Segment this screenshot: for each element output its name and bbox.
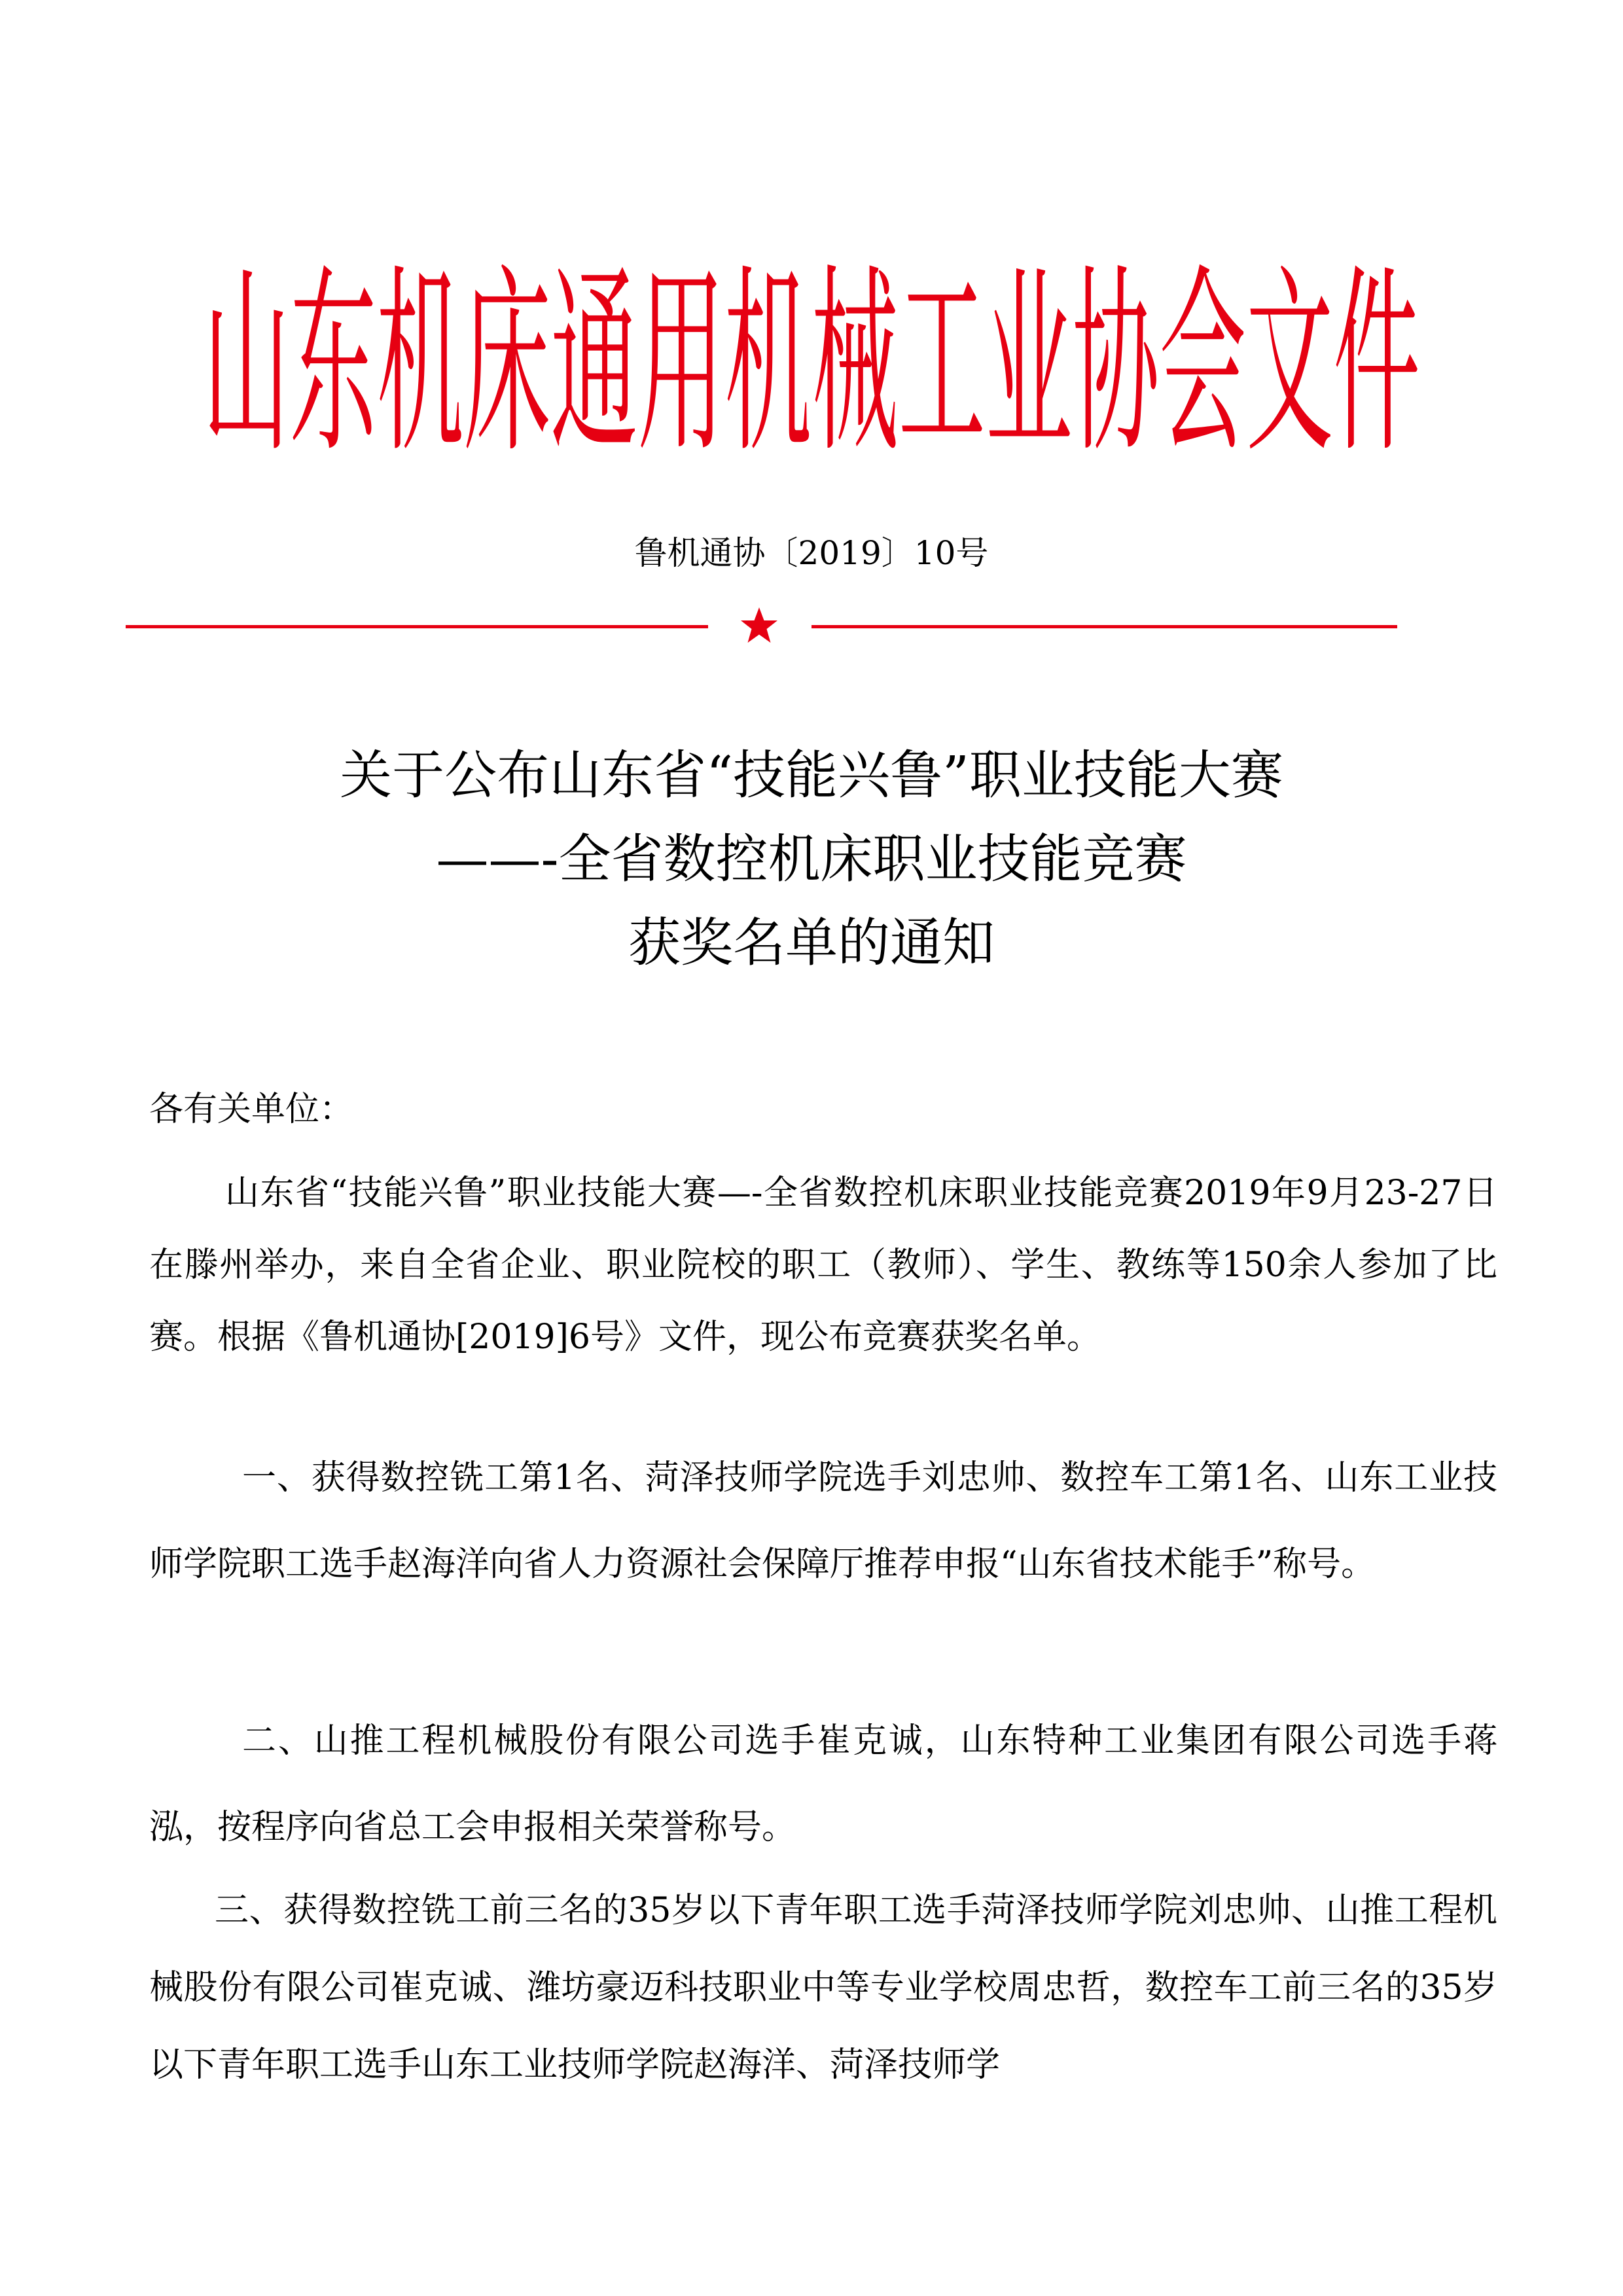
- paragraph-item-2: 二、山推工程机械股份有限公司选手崔克诚，山东特种工业集团有限公司选手蒋泓，按程序向省总工会申报相关荣誉称号。: [149, 1721, 1497, 1847]
- paragraph-item-1: 一、获得数控铣工第1名、菏泽技师学院选手刘忠帅、数控车工第1名、山东工业技师学院职工选手赵海洋向省人力资源社会保障厅推荐申报“山东省技术能手”称号。: [149, 1458, 1497, 1584]
- red-divider-right: [812, 625, 1397, 628]
- red-divider-left: [126, 625, 708, 628]
- subject-line-2: ——-全省数控机床职业技能竞赛: [436, 829, 1187, 889]
- subject-line-3: 获奖名单的通知: [628, 912, 995, 973]
- org-title-svg: [196, 249, 1427, 484]
- doc-number: 鲁机通协〔2019〕10号: [634, 534, 989, 572]
- paragraph-intro: 山东省“技能兴鲁”职业技能大赛—-全省数控机床职业技能竞赛2019年9月23-27日在滕州举办，来自全省企业、职业院校的职工（教师）、学生、教练等150余人参加了比赛。根据《鲁机通协[2019]6号》文件，现公布竞赛获奖名单。: [149, 1174, 1497, 1357]
- salutation: 各有关单位：: [149, 1090, 354, 1129]
- star-icon: [738, 605, 780, 647]
- paragraph-item-3: 三、获得数控铣工前三名的35岁以下青年职工选手菏泽技师学院刘忠帅、山推工程机械股份有限公司崔克诚、潍坊豪迈科技职业中等专业学校周忠哲，数控车工前三名的35岁以下青年职工选手山东工业技师学院赵海洋、菏泽技师学: [149, 1891, 1497, 2085]
- org-title: [196, 249, 1427, 484]
- org-title-text: 山东机床通用机械工业协会文件: [202, 253, 1420, 476]
- subject-line-1: 关于公布山东省“技能兴鲁”职业技能大赛: [340, 745, 1283, 806]
